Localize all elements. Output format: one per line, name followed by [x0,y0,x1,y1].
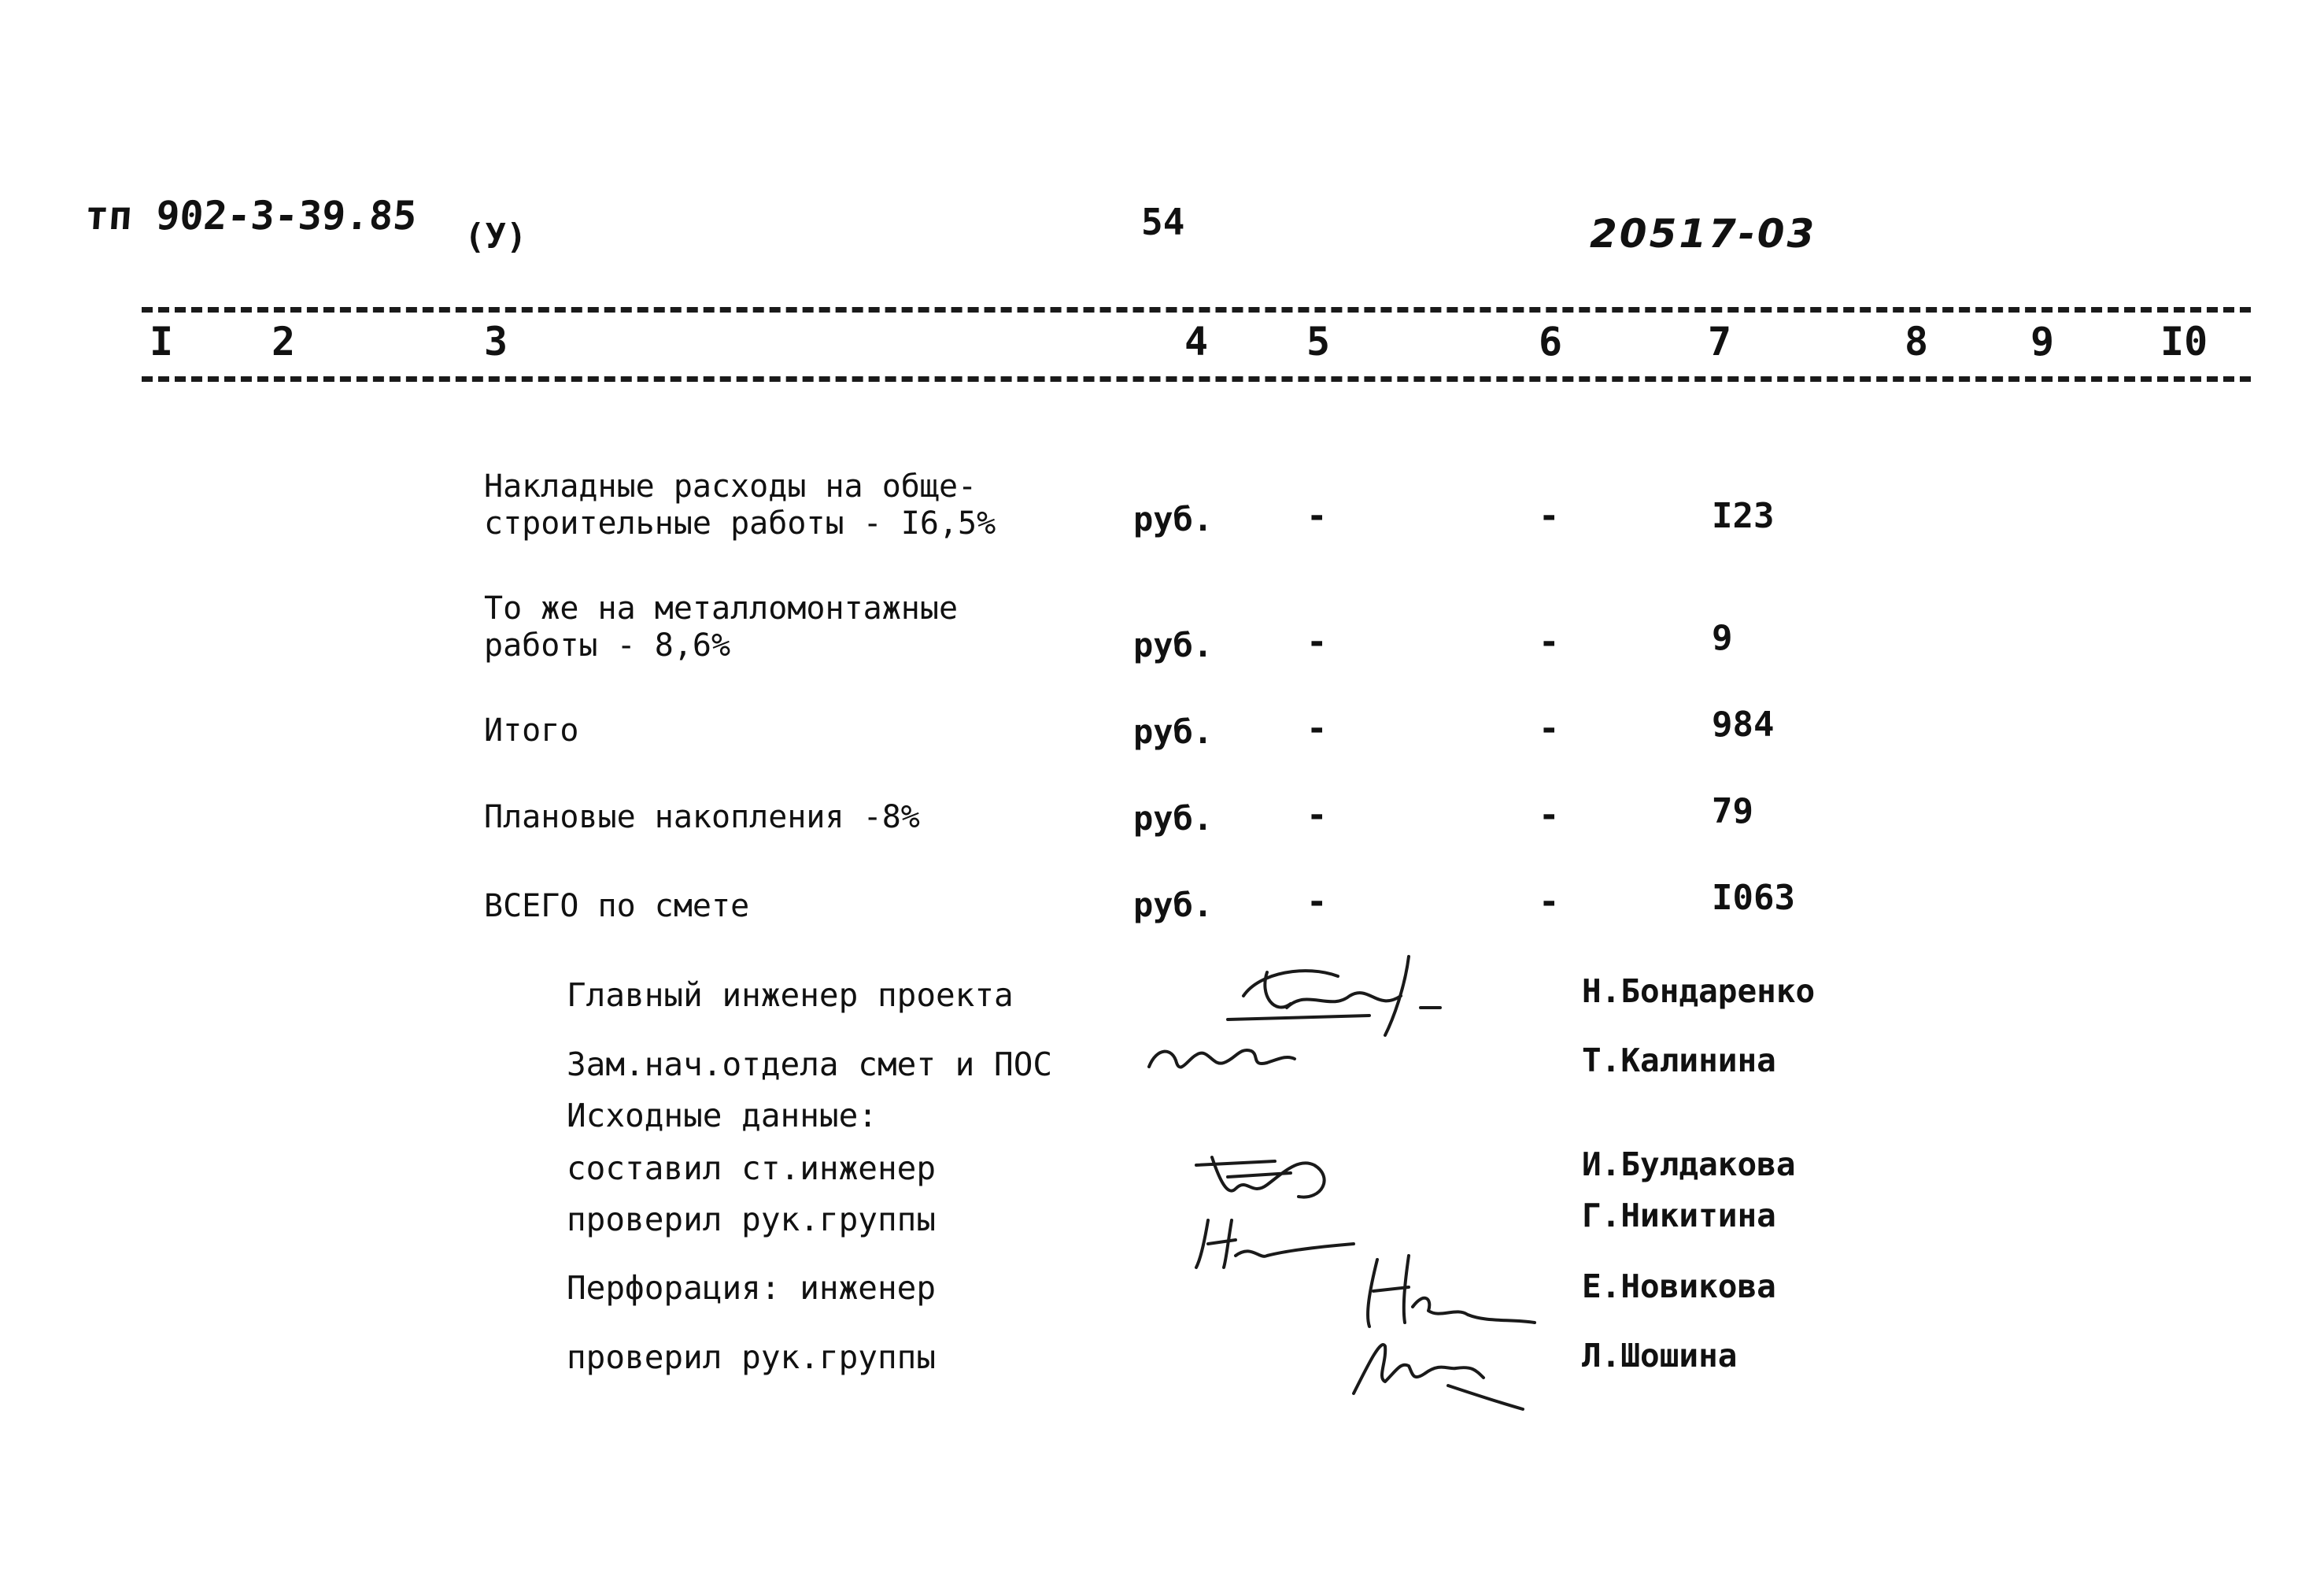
column-number-9: 9 [2030,319,2055,364]
row-overhead-line2: строительные работы - I6,5% [484,505,996,542]
chief-engineer-name: Н.Бондаренко [1582,972,1816,1010]
perforation-checked-name: Л.Шошина [1582,1337,1738,1375]
row-planned-col5: - [1306,795,1328,835]
row-metal-line1: То же на металломонтажные [484,590,959,627]
deputy-head-role: Зам.нач.отдела смет и ПОС [567,1045,1053,1083]
row-total-col6: - [1539,882,1560,922]
row-subtotal-unit: руб. [1133,712,1214,751]
row-subtotal-col5: - [1306,709,1328,749]
header-rule-bottom [142,376,2251,382]
column-number-2: 2 [272,319,296,364]
column-number-3: 3 [484,319,508,364]
checked-by-name: Г.Никитина [1582,1197,1776,1234]
row-planned-unit: руб. [1133,799,1214,838]
column-number-5: 5 [1306,319,1331,364]
row-metal-line2: работы - 8,6% [484,627,731,664]
column-number-7: 7 [1708,319,1732,364]
header-rule-top [142,307,2251,313]
row-overhead-col6: - [1539,496,1560,536]
row-metal-unit: руб. [1133,626,1214,664]
row-overhead-value: I23 [1712,496,1775,536]
perforation-engineer-name: Е.Новикова [1582,1267,1776,1305]
page-number: 54 [1141,201,1185,243]
row-metal-value: 9 [1712,618,1733,658]
deputy-head-name: Т.Калинина [1582,1042,1776,1079]
row-overhead-col5: - [1306,496,1328,536]
perforation-engineer-role: Перфорация: инженер [567,1269,936,1307]
column-number-8: 8 [1905,319,1929,364]
row-subtotal-item: Итого [484,712,579,749]
variant-mark: (У) [464,216,527,257]
compiled-by-name: И.Булдакова [1582,1145,1796,1183]
column-number-10: I0 [2160,319,2208,364]
chief-engineer-role: Главный инженер проекта [567,976,1014,1014]
row-metal-item [484,590,958,664]
column-number-6: 6 [1539,319,1563,364]
column-number-1: I [150,319,174,364]
compiled-by-signature [1180,1134,1385,1220]
perforation-checked-signature [1338,1323,1543,1409]
row-planned-col6: - [1539,795,1560,835]
row-total-col5: - [1306,882,1328,922]
row-total-unit: руб. [1133,886,1214,924]
column-number-4: 4 [1184,319,1209,364]
project-code: тп 902-3-39.85 [83,193,419,239]
row-overhead-unit: руб. [1133,500,1214,538]
row-overhead-line1: Накладные расходы на обще- [484,468,977,505]
row-planned-value: 79 [1712,791,1753,831]
source-data-heading: Исходные данные: [567,1097,878,1134]
row-subtotal-value: 984 [1712,705,1775,745]
compiled-by-role: составил ст.инженер [567,1149,936,1187]
row-subtotal-col6: - [1539,709,1560,749]
row-total-item: ВСЕГО по смете [484,888,750,924]
row-metal-col5: - [1306,622,1328,662]
perforation-checked-role: проверил рук.группы [567,1338,936,1376]
row-metal-col6: - [1539,622,1560,662]
row-total-value: I063 [1712,878,1795,918]
row-overhead-item [484,468,996,542]
deputy-head-signature [1141,1031,1314,1086]
row-planned-item: Плановые накопления -8% [484,799,920,835]
checked-by-role: проверил рук.группы [567,1201,936,1238]
document-number: 20517-03 [1590,211,1817,257]
checked-by-signature [1188,1212,1369,1275]
